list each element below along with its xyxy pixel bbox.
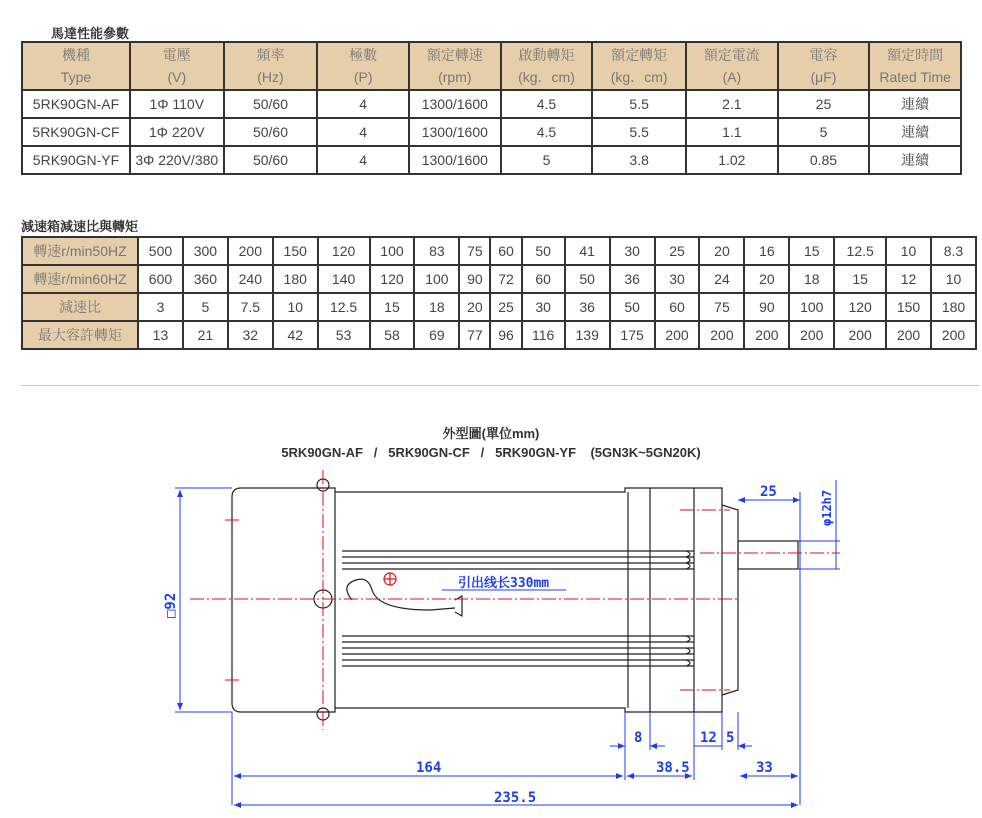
table-cell: 83	[414, 237, 459, 265]
table-cell: 10	[931, 265, 976, 293]
dim-12-label: 12	[700, 730, 717, 746]
table-cell: 13	[138, 321, 183, 349]
table-cell: 240	[228, 265, 273, 293]
table-cell: 5.5	[592, 118, 686, 146]
table-cell: 150	[886, 293, 931, 321]
dim-38-5-label: 38.5	[656, 760, 690, 776]
table-cell: 50/60	[224, 118, 318, 146]
table-cell: 50	[610, 293, 655, 321]
specs-header-line2: (rpm)	[438, 69, 472, 85]
table-cell: 100	[414, 265, 459, 293]
table-cell: 180	[931, 293, 976, 321]
specs-header-line1: 額定電流	[703, 47, 760, 63]
table-cell: 69	[414, 321, 459, 349]
table-cell: 1Φ 220V	[130, 118, 224, 146]
table-cell: 200	[789, 321, 834, 349]
table-cell: 16	[744, 237, 789, 265]
table-cell: 50/60	[224, 90, 318, 118]
table-cell: 180	[273, 265, 318, 293]
table-cell: 300	[183, 237, 228, 265]
table-cell: 12.5	[834, 237, 886, 265]
dim-235-5-label: 235.5	[494, 790, 537, 806]
specs-header-line1: 額定轉速	[426, 47, 483, 63]
table-cell: 50	[522, 237, 565, 265]
table-cell: 58	[370, 321, 415, 349]
table-cell: 32	[228, 321, 273, 349]
table-cell: 3Φ 220V/380	[130, 146, 224, 174]
table-cell: 15	[834, 265, 886, 293]
table-cell: 25	[490, 293, 521, 321]
table-cell: 4	[317, 146, 409, 174]
table-cell: 139	[565, 321, 610, 349]
table-cell: 20	[744, 265, 789, 293]
table-cell: 1.02	[686, 146, 778, 174]
table-cell: 5	[501, 146, 593, 174]
specs-header-line2: (P)	[353, 69, 373, 85]
table-cell: 200	[655, 321, 700, 349]
specs-header-line1: 電容	[809, 47, 838, 63]
table-cell: 77	[459, 321, 490, 349]
table-cell: 1300/1600	[409, 118, 501, 146]
table-cell: 50	[565, 265, 610, 293]
specs-header-line2: Type	[60, 69, 92, 85]
specs-header-line1: 電壓	[162, 47, 191, 63]
table-cell: 116	[522, 321, 565, 349]
table-cell: 25	[778, 90, 870, 118]
table-cell: 200	[699, 321, 744, 349]
table-cell: 500	[138, 237, 183, 265]
table-cell: 41	[565, 237, 610, 265]
table-cell: 42	[273, 321, 318, 349]
specs-header-line1: 額定轉矩	[611, 47, 668, 63]
drawing-models-caption: 5RK90GN-AF / 5RK90GN-CF / 5RK90GN-YF (5GN3K~5GN20K)	[281, 445, 701, 460]
specs-header-line1: 啟動轉矩	[518, 47, 575, 63]
table-cell: 60	[490, 237, 521, 265]
table-cell: 30	[655, 265, 700, 293]
table-cell: 96	[490, 321, 521, 349]
table-cell: 5	[183, 293, 228, 321]
specs-header-line2: (kg．cm)	[610, 69, 668, 85]
table-cell: 24	[699, 265, 744, 293]
table-cell: 連續	[869, 146, 961, 174]
table-cell: 12.5	[318, 293, 370, 321]
specs-section-title: 馬達性能參數	[51, 27, 130, 42]
table-cell: 3	[138, 293, 183, 321]
table-cell: 3.8	[592, 146, 686, 174]
table-cell: 200	[931, 321, 976, 349]
specs-header-line2: (Hz)	[257, 69, 284, 85]
table-cell: 50/60	[224, 146, 318, 174]
table-cell: 4.5	[501, 118, 593, 146]
table-cell: 25	[655, 237, 700, 265]
table-cell: 75	[699, 293, 744, 321]
table-cell: 4	[317, 90, 409, 118]
table-cell: 1300/1600	[409, 90, 501, 118]
gear-section-title: 減速箱減速比與轉矩	[21, 220, 139, 235]
table-cell: 120	[370, 265, 415, 293]
table-cell: 120	[834, 293, 886, 321]
table-cell: 15	[370, 293, 415, 321]
table-cell: 60	[522, 265, 565, 293]
table-cell: 18	[414, 293, 459, 321]
table-cell: 175	[610, 321, 655, 349]
table-cell: 5RK90GN-AF	[22, 90, 130, 118]
specs-header-line2: (V)	[167, 69, 187, 85]
table-cell: 60	[655, 293, 700, 321]
table-cell: 4.5	[501, 90, 593, 118]
table-cell: 8.3	[931, 237, 976, 265]
dim-shaft-diameter-label: φ12h7	[820, 489, 834, 526]
specs-header-line2: (μF)	[810, 69, 837, 85]
table-cell: 53	[318, 321, 370, 349]
table-cell: 36	[610, 265, 655, 293]
table-cell: 15	[789, 237, 834, 265]
gear-row-label: 轉速r/min60HZ	[22, 265, 138, 293]
table-cell: 30	[610, 237, 655, 265]
table-cell: 90	[459, 265, 490, 293]
table-cell: 5	[778, 118, 870, 146]
table-cell: 20	[699, 237, 744, 265]
table-cell: 20	[459, 293, 490, 321]
dim-height-label: □92	[163, 592, 179, 618]
table-cell: 0.85	[778, 146, 870, 174]
table-cell: 1300/1600	[409, 146, 501, 174]
table-cell: 連續	[869, 118, 961, 146]
table-cell: 360	[183, 265, 228, 293]
specs-header-line1: 額定時間	[887, 47, 944, 63]
table-cell: 18	[789, 265, 834, 293]
table-cell: 2.1	[686, 90, 778, 118]
table-cell: 10	[886, 237, 931, 265]
gear-row-label: 最大容許轉矩	[22, 321, 138, 349]
specs-header-line1: 極數	[349, 47, 378, 63]
table-cell: 120	[318, 237, 370, 265]
dim-5-label: 5	[726, 730, 735, 746]
center-lines	[190, 470, 840, 730]
table-cell: 150	[273, 237, 318, 265]
table-cell: 100	[370, 237, 415, 265]
table-cell: 36	[565, 293, 610, 321]
table-cell: 72	[490, 265, 521, 293]
lead-wire-marker	[384, 573, 396, 585]
gear-row-label: 減速比	[22, 293, 138, 321]
table-cell: 1Φ 110V	[130, 90, 224, 118]
table-cell: 140	[318, 265, 370, 293]
table-cell: 200	[834, 321, 886, 349]
lead-wire-label: 引出线长330mm	[458, 576, 550, 591]
table-cell: 4	[317, 118, 409, 146]
gear-row-label: 轉速r/min50HZ	[22, 237, 138, 265]
table-cell: 30	[522, 293, 565, 321]
specs-header-line2: (kg．cm)	[518, 69, 575, 85]
table-cell: 12	[886, 265, 931, 293]
dim-shaft-length-label: 25	[760, 484, 777, 500]
table-cell: 600	[138, 265, 183, 293]
table-cell: 1.1	[686, 118, 778, 146]
specs-header-line1: 頻率	[256, 47, 285, 63]
table-cell: 10	[273, 293, 318, 321]
table-cell: 21	[183, 321, 228, 349]
table-cell: 90	[744, 293, 789, 321]
table-cell: 200	[886, 321, 931, 349]
dim-8-label: 8	[634, 730, 643, 746]
table-cell: 5.5	[592, 90, 686, 118]
dim-33-label: 33	[756, 760, 773, 776]
table-cell: 200	[744, 321, 789, 349]
table-cell: 75	[459, 237, 490, 265]
specs-header-line2: (A)	[722, 69, 742, 85]
drawing-caption: 外型圖(單位mm)	[442, 426, 540, 441]
table-cell: 100	[789, 293, 834, 321]
table-cell: 200	[228, 237, 273, 265]
specs-header-line1: 機種	[61, 47, 90, 63]
specs-header-line2: Rated Time	[879, 69, 951, 85]
table-cell: 5RK90GN-YF	[22, 146, 130, 174]
dim-164-label: 164	[416, 760, 442, 776]
table-cell: 7.5	[228, 293, 273, 321]
table-cell: 連續	[869, 90, 961, 118]
table-cell: 5RK90GN-CF	[22, 118, 130, 146]
